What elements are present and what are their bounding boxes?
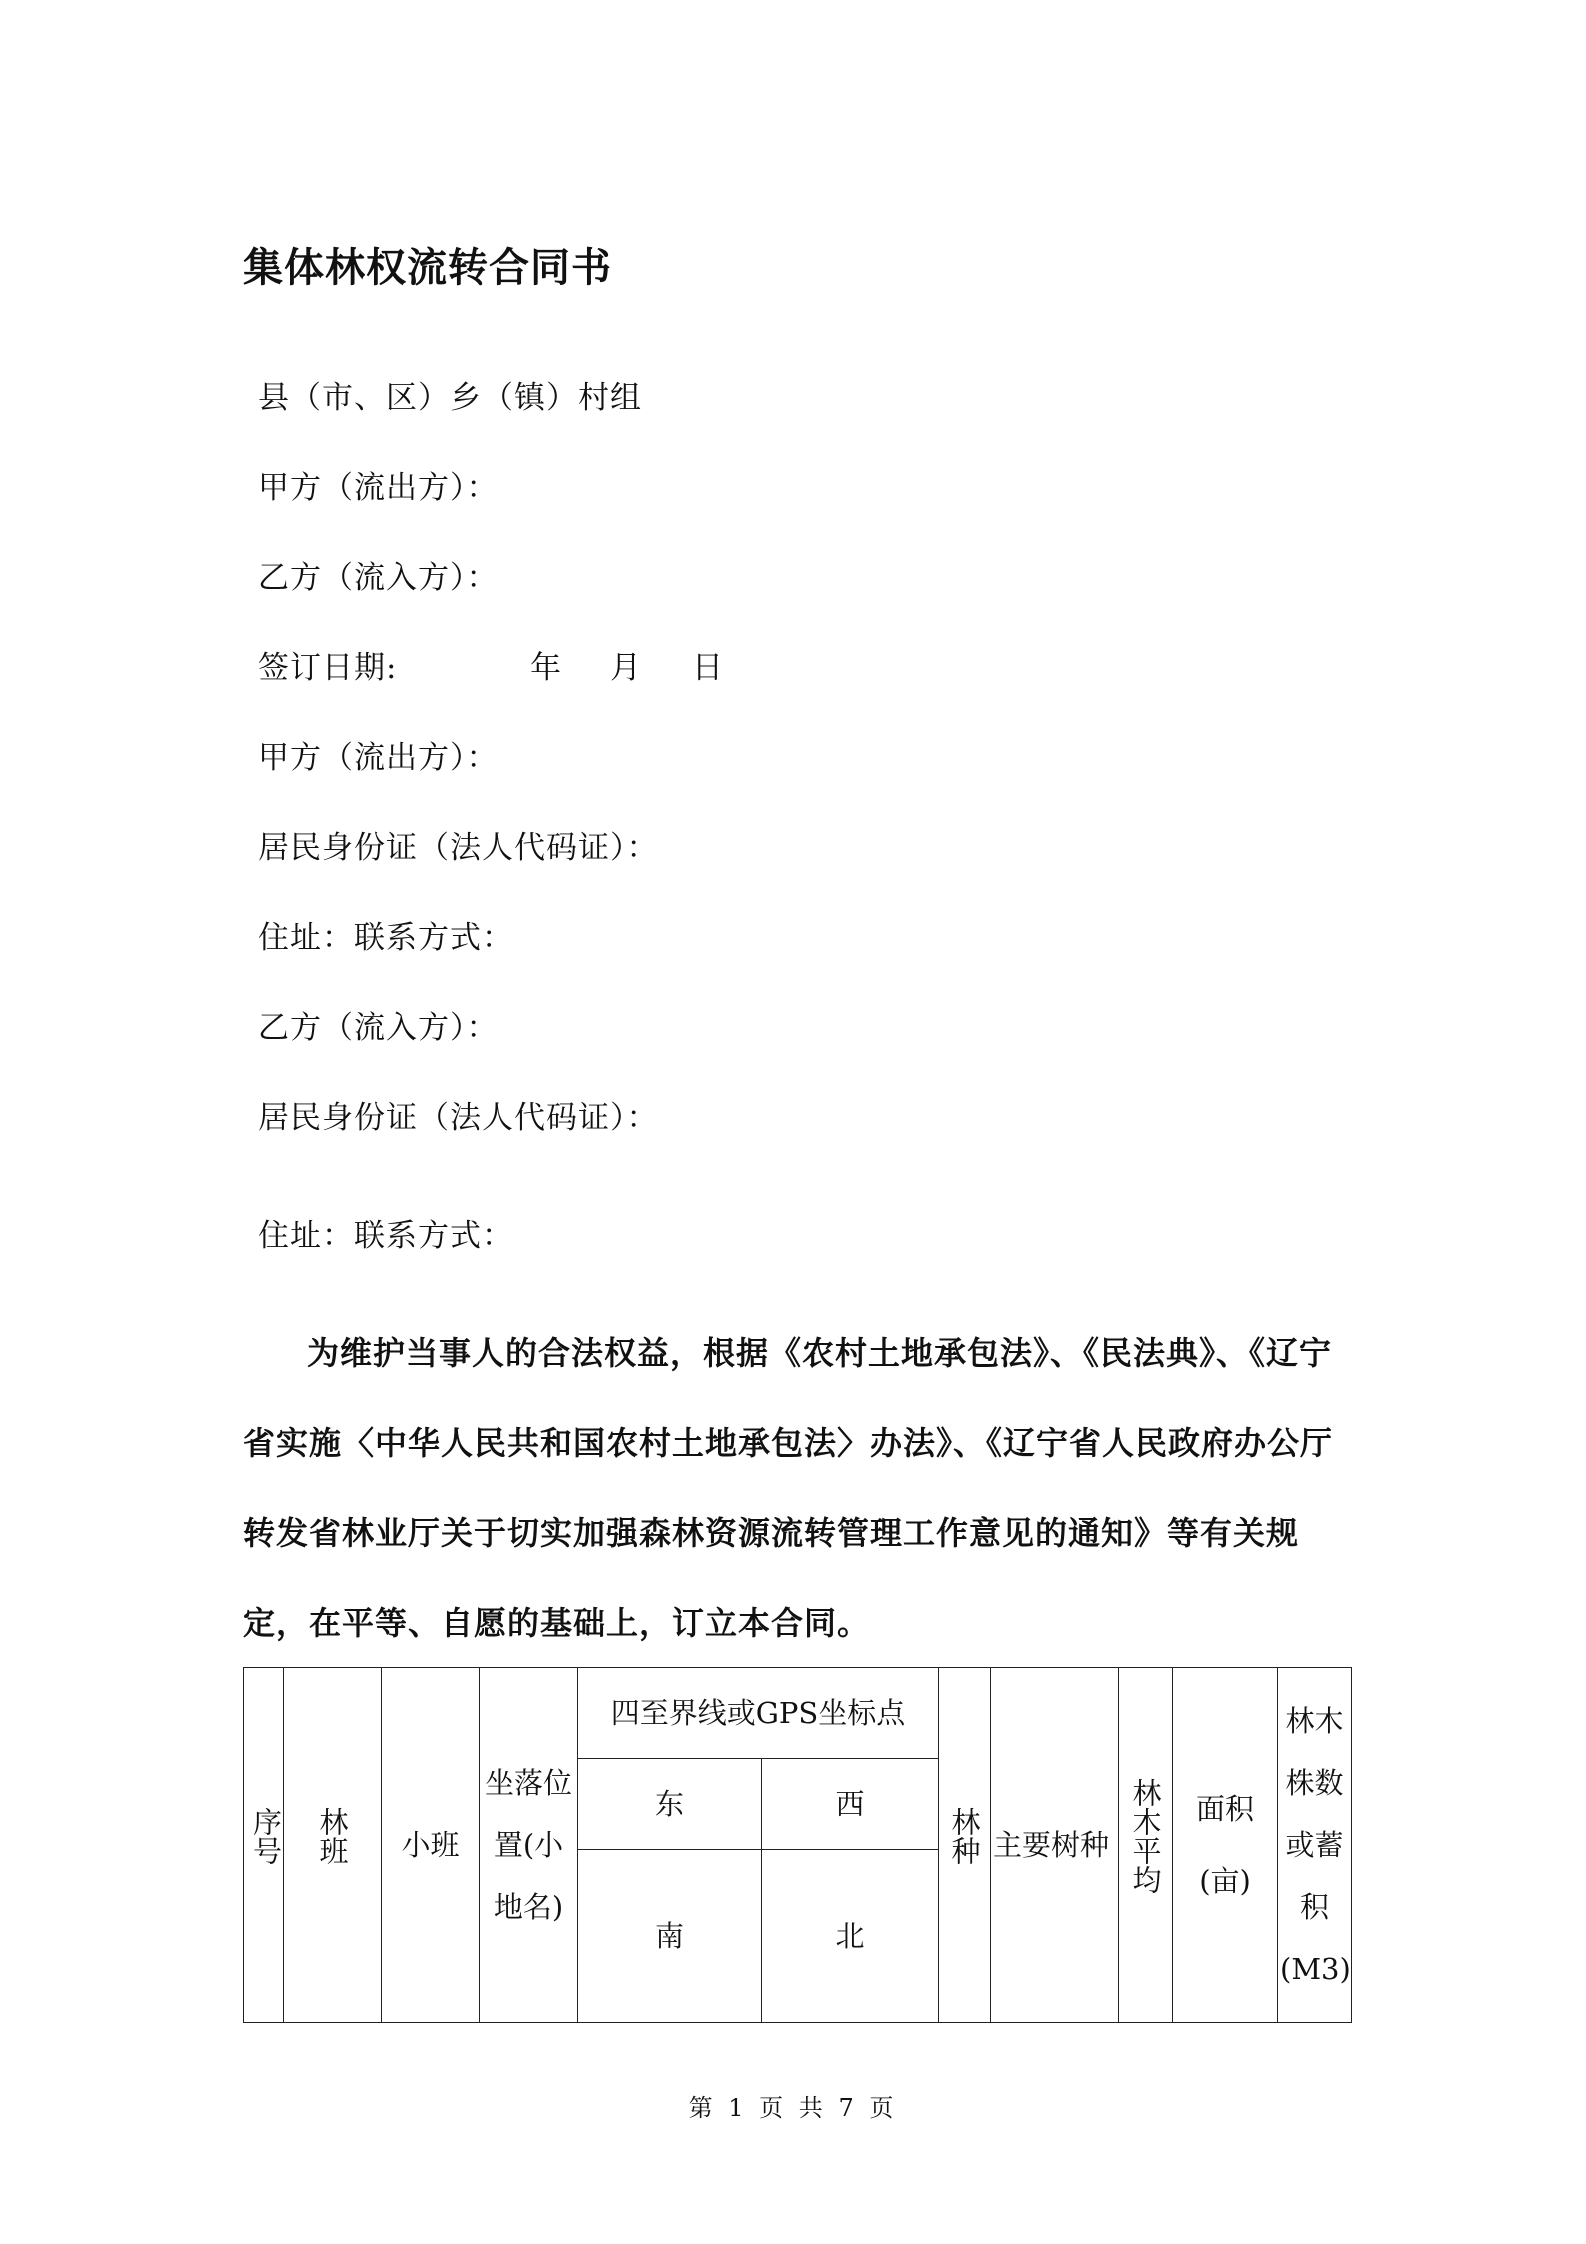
party-b-id: 居民身份证（法人代码证）： [258, 1100, 659, 1136]
col-main-species: 主要树种 [991, 1668, 1119, 2023]
party-a-id: 居民身份证（法人代码证）： [258, 830, 659, 866]
forest-info-table [243, 1667, 1352, 2023]
party-b: 乙方（流入方）： [258, 1010, 499, 1046]
col-avg-age: 林木平均 [1119, 1668, 1173, 2023]
col-location: 坐落位置(小地名) [480, 1668, 578, 2023]
preamble-paragraph: 为维护当事人的合法权益，根据《农村土地承包法》、《民法典》、《辽宁省实施〈中华人民共和国农村土地承包法〉办法》、《辽宁省人民政府办公厅转发省林业厅关于切实加强森林资源流转管理工作意见的通知》等有关规定，在平等、自愿的基础上，订立本合同。 [243, 1334, 1334, 1642]
col-seq: 序号 [244, 1668, 284, 2023]
party-b-contact: 住址：联系方式： [258, 1218, 514, 1254]
date-year: 年 [530, 650, 562, 686]
party-a-top: 甲方（流出方）： [258, 470, 499, 506]
col-boundary-header: 四至界线或GPS坐标点 [578, 1668, 939, 1759]
col-west: 西 [762, 1759, 939, 1850]
date-day: 日 [692, 650, 724, 686]
signing-date-line [258, 642, 724, 687]
party-a-contact: 住址：联系方式： [258, 920, 514, 956]
col-forest-type: 林种 [939, 1668, 991, 2023]
party-b-top: 乙方（流入方）： [258, 560, 499, 596]
date-month: 月 [610, 650, 642, 686]
page-footer: 第 1 页 共 7 页 [688, 2094, 898, 2122]
col-forest-block: 林班 [284, 1668, 382, 2023]
col-north: 北 [762, 1850, 939, 2023]
location-line: 县（市、区）乡（镇）村组 [258, 380, 642, 416]
col-sub-block: 小班 [382, 1668, 480, 2023]
col-east: 东 [578, 1759, 762, 1850]
col-stock: 林木株数或蓄积(M3) [1278, 1668, 1352, 2023]
col-south: 南 [578, 1850, 762, 2023]
party-a: 甲方（流出方）： [258, 740, 499, 776]
signing-date-label: 签订日期: [258, 650, 398, 686]
document-title: 集体林权流转合同书 [243, 245, 612, 291]
col-area: 面积(亩) [1173, 1668, 1278, 2023]
